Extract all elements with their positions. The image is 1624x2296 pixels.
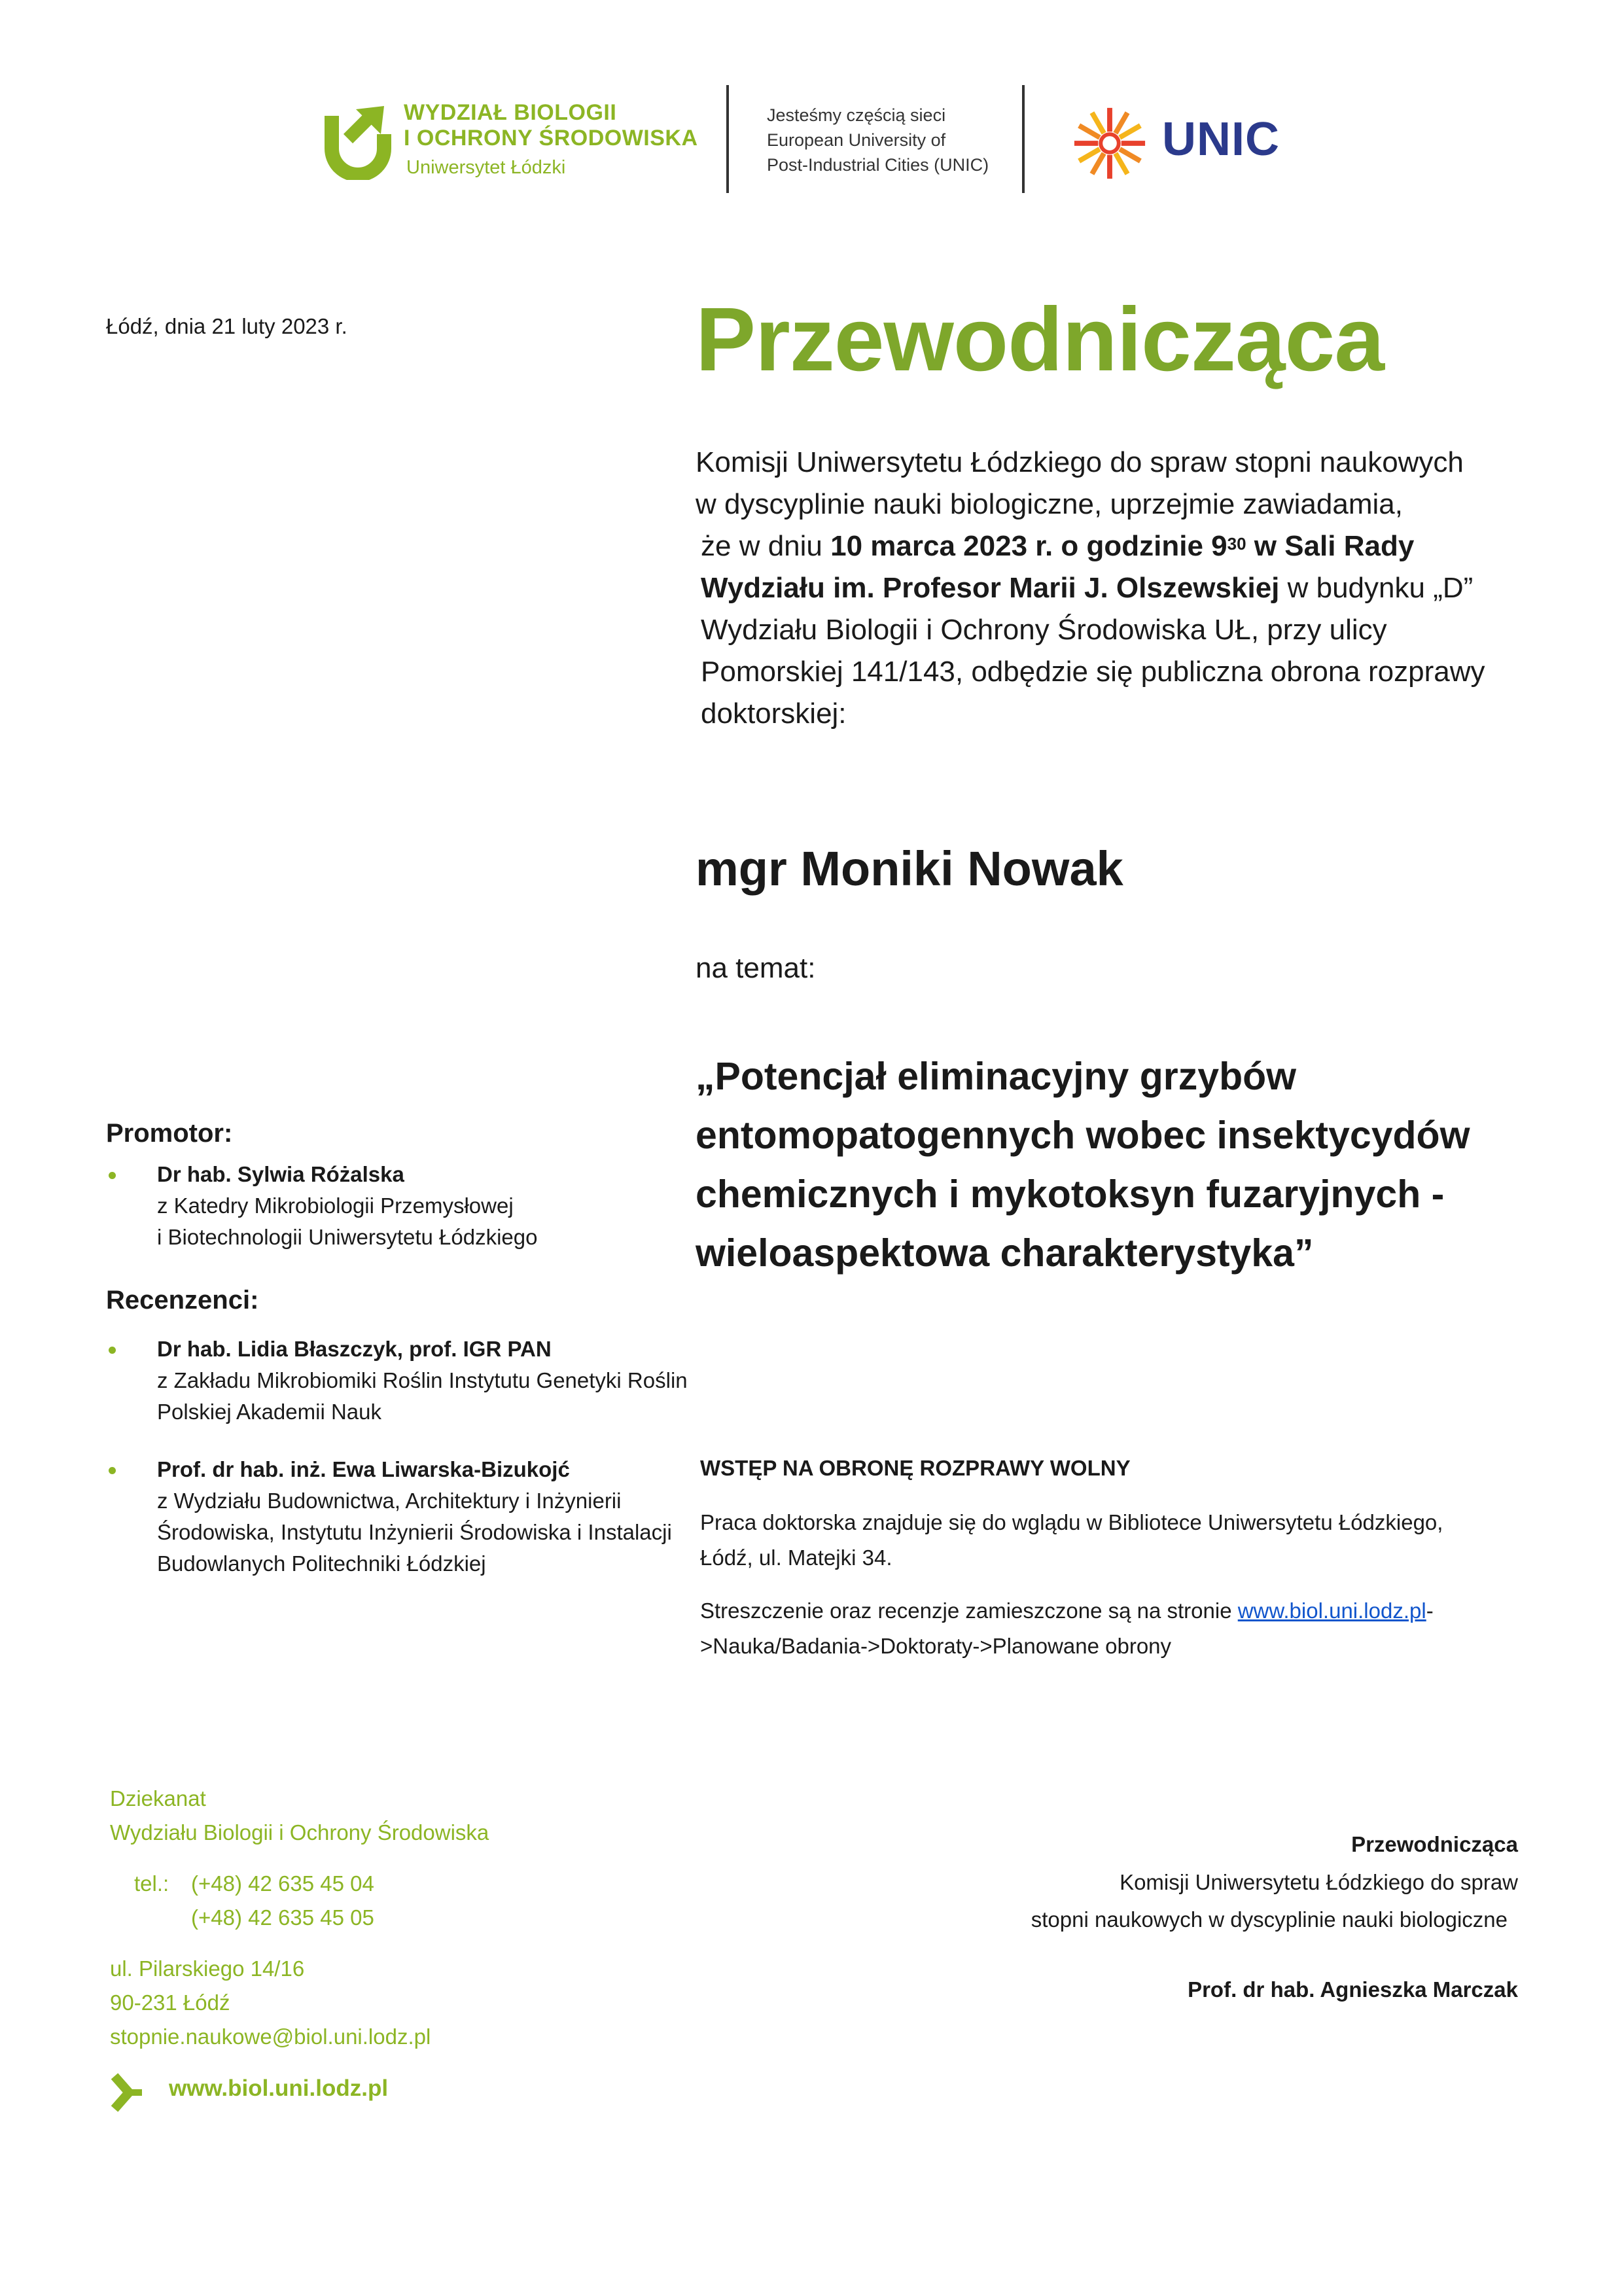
faculty-name-line2: I OCHRONY ŚRODOWISKA bbox=[404, 126, 698, 150]
phone-number: (+48) 42 635 45 04 bbox=[191, 1871, 374, 1896]
intro-line: w dyscyplinie nauki biologiczne, uprzejmie zawiadamia, bbox=[696, 488, 1403, 520]
thesis-title: „Potencjał eliminacyjny grzybów entomopatogennych wobec insektycydów chemicznych i mykotoksyn fuzaryjnych - wieloaspektowa charakterystyka” bbox=[696, 1055, 1470, 1275]
signature-line: Komisji Uniwersytetu Łódzkiego do spraw bbox=[1120, 1870, 1518, 1894]
header-divider bbox=[726, 85, 729, 193]
promotor-entry: Dr hab. Sylwia Różalska z Katedry Mikrobiologii Przemysłowej i Biotechnologii Uniwersytetu Łódzkiego bbox=[157, 1162, 538, 1249]
summary-info: Streszczenie oraz recenzje zamieszczone są na stronie www.biol.uni.lodz.pl- >Nauka/Badania->Doktoraty->Planowane obrony bbox=[700, 1598, 1434, 1658]
bullet bbox=[109, 1347, 116, 1354]
promotor-heading: Promotor: bbox=[106, 1119, 233, 1148]
signature-title: Przewodnicząca bbox=[1351, 1832, 1518, 1856]
arrow-right-icon bbox=[109, 2072, 143, 2113]
faculty-name-line1: WYDZIAŁ BIOLOGII bbox=[404, 100, 617, 125]
dean-office-faculty: Wydziału Biologii i Ochrony Środowiska bbox=[110, 1820, 489, 1845]
bullet bbox=[109, 1467, 116, 1474]
intro-line: Komisji Uniwersytetu Łódzkiego do spraw stopni naukowych bbox=[696, 446, 1464, 478]
summary-link[interactable]: www.biol.uni.lodz.pl bbox=[1237, 1598, 1426, 1623]
phone-number: (+48) 42 635 45 05 bbox=[191, 1905, 374, 1930]
reviewer-entry: Dr hab. Lidia Błaszczyk, prof. IGR PAN z Zakładu Mikrobiomiki Roślin Instytutu Genetyki Roślin Polskiej Akademii Nauk bbox=[157, 1337, 688, 1424]
signature-name: Prof. dr hab. Agnieszka Marczak bbox=[1188, 1977, 1518, 2002]
signature-line: stopni naukowych w dyscyplinie nauki biologiczne bbox=[1031, 1907, 1508, 1932]
header-divider bbox=[1022, 85, 1025, 193]
address-street: ul. Pilarskiego 14/16 bbox=[110, 1956, 305, 1981]
intro-line: Wydziału im. Profesor Marii J. Olszewskiej w budynku „D” bbox=[701, 572, 1474, 604]
university-name: Uniwersytet Łódzki bbox=[406, 157, 566, 178]
document-date: Łódź, dnia 21 luty 2023 r. bbox=[106, 314, 347, 338]
dean-office-label: Dziekanat bbox=[110, 1786, 206, 1810]
intro-line: że w dniu 10 marca 2023 r. o godzinie $9^{30}$ w Sali Rady bbox=[701, 530, 1415, 562]
page-title: Przewodnicząca bbox=[696, 289, 1385, 390]
unic-logo-text: UNIC bbox=[1162, 113, 1280, 166]
intro-line: Wydziału Biologii i Ochrony Środowiska UŁ, przy ulicy bbox=[701, 614, 1387, 646]
contact-email[interactable]: stopnie.naukowe@biol.uni.lodz.pl bbox=[110, 2024, 431, 2049]
unic-membership-note: Jesteśmy częścią sieci European University of Post-Industrial Cities (UNIC) bbox=[767, 105, 989, 175]
intro-line: doktorskiej: bbox=[701, 698, 847, 730]
announcement-text bbox=[696, 442, 1546, 735]
address-city: 90-231 Łódź bbox=[110, 1990, 230, 2015]
candidate-name: mgr Moniki Nowak bbox=[696, 841, 1123, 896]
faculty-logo-icon bbox=[322, 103, 394, 180]
intro-line: Pomorskiej 141/143, odbędzie się publiczna obrona rozprawy bbox=[701, 656, 1485, 688]
website-link[interactable]: www.biol.uni.lodz.pl bbox=[169, 2075, 389, 2101]
bullet bbox=[109, 1172, 116, 1179]
tel-label: tel.: bbox=[134, 1871, 169, 1896]
reviewer-entry: Prof. dr hab. inż. Ewa Liwarska-Bizukojć z Wydziału Budownictwa, Architektury i Inżynierii Środowiska, Instytutu Inżynierii Środowiska i Instalacji Budowlanych Politechniki Łódzkiej bbox=[157, 1457, 672, 1576]
library-info: Praca doktorska znajduje się do wglądu w Bibliotece Uniwersytetu Łódzkiego, Łódź, ul. Matejki 34. bbox=[700, 1510, 1443, 1570]
entry-notice: WSTĘP NA OBRONĘ ROZPRAWY WOLNY bbox=[700, 1456, 1131, 1480]
unic-star-icon bbox=[1071, 105, 1148, 182]
reviewers-heading: Recenzenci: bbox=[106, 1286, 259, 1315]
topic-label: na temat: bbox=[696, 952, 816, 984]
